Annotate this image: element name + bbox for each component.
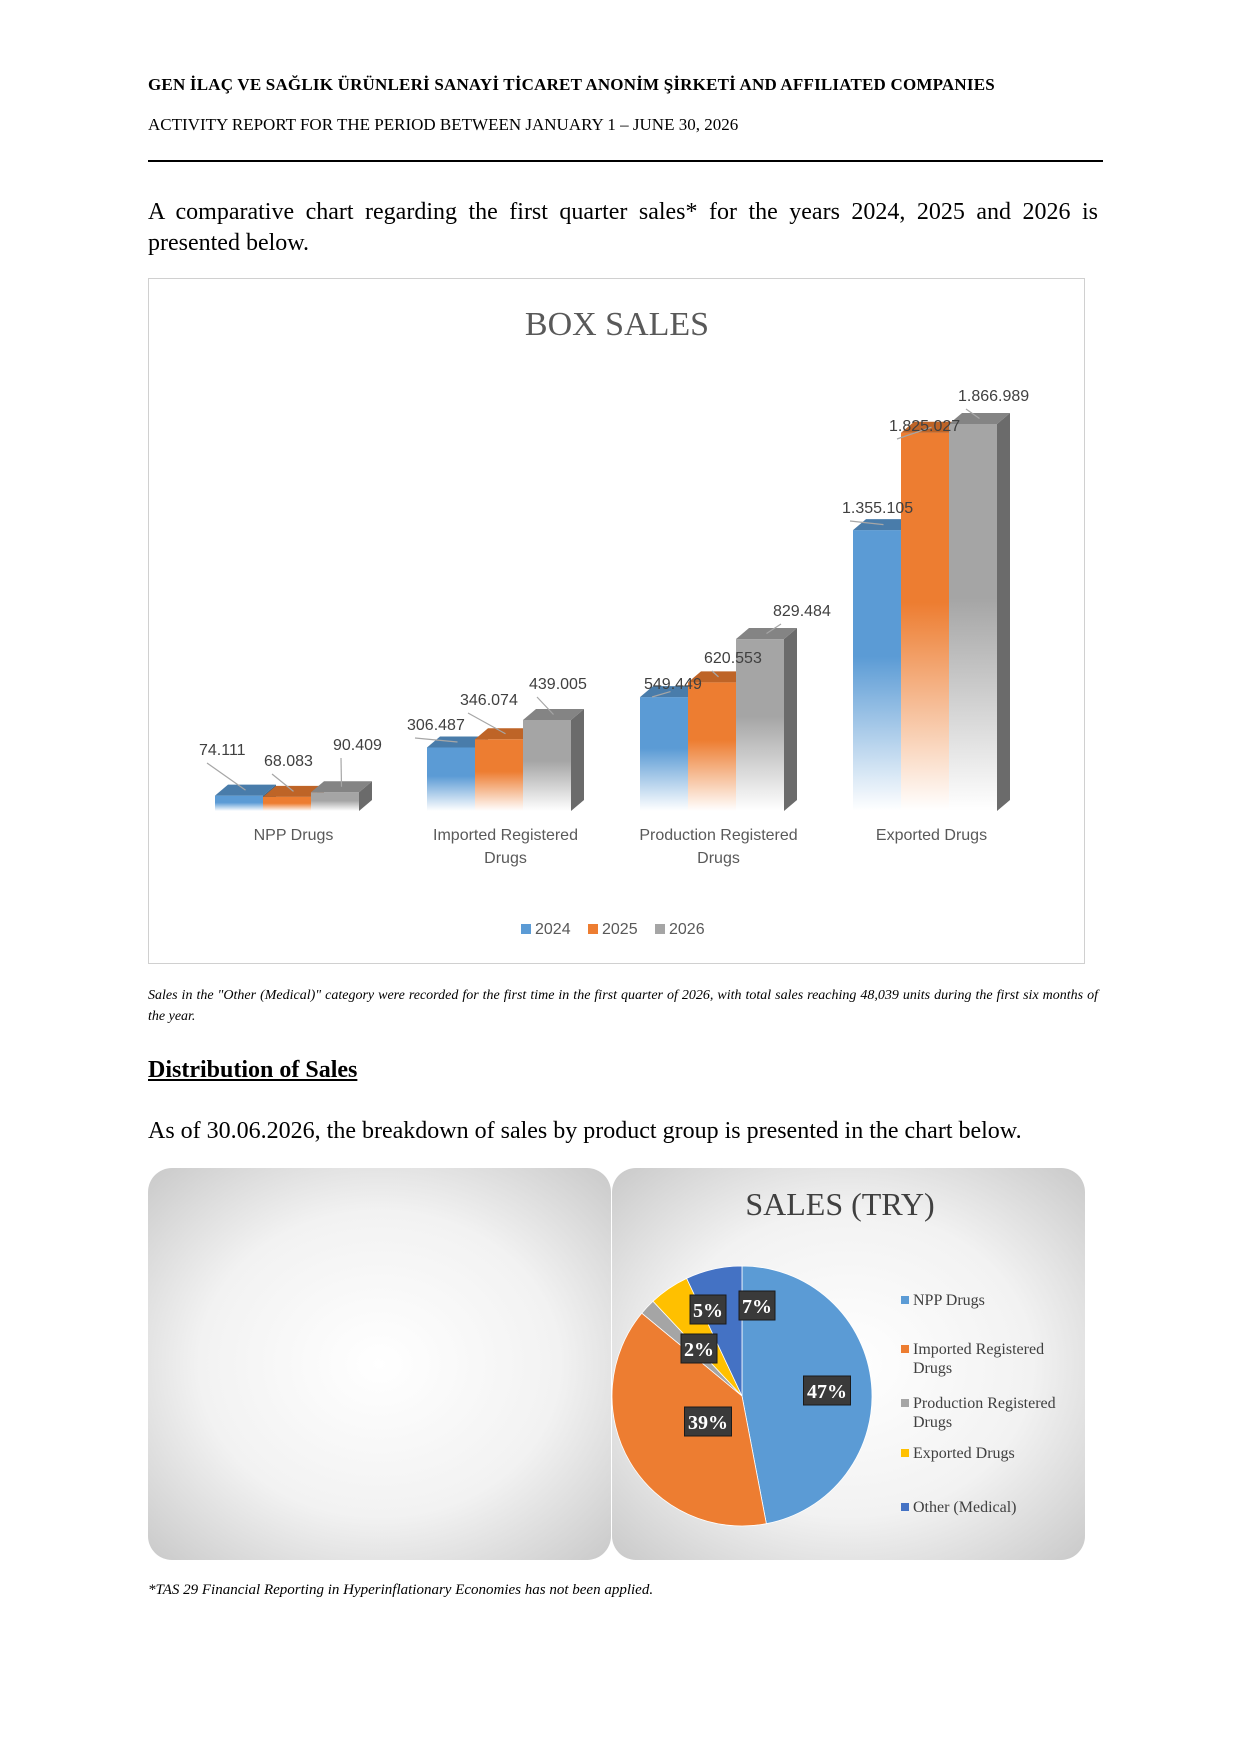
- legend-swatch-2025: [588, 924, 598, 934]
- data-label: 74.111: [199, 742, 246, 759]
- pie-data-label: [690, 1295, 726, 1324]
- sales-boxes-svg: [612, 1168, 1085, 1560]
- legend-swatch-2024: [521, 924, 531, 934]
- legend-label-2025: 2025: [602, 921, 638, 938]
- header-divider: [148, 160, 1103, 162]
- category-label: Imported Registered Drugs: [433, 827, 578, 867]
- sales-boxes-chart: [612, 1168, 1085, 1560]
- pie-title: SALES (TRY): [745, 1186, 935, 1222]
- legend-swatch-2026: [655, 924, 665, 934]
- legend-label: Imported Registered Drugs: [913, 1341, 1045, 1377]
- footnote: *TAS 29 Financial Reporting in Hyperinflationary Economies has not been applied.: [148, 1582, 654, 1598]
- data-label: 1.825.027: [889, 418, 961, 435]
- data-label: 306.487: [407, 717, 465, 734]
- sales-try-chart: [148, 1168, 611, 1560]
- leader-line: [341, 758, 342, 787]
- legend-label: Other (Medical): [913, 1499, 1017, 1516]
- pie-data-label: [739, 1291, 775, 1320]
- svg-text:47%: 47%: [807, 1381, 847, 1403]
- chart-note: Sales in the "Other (Medical)" category were recorded for the first time in the first quarter of 2026, with total sales reaching 48,039 units during the first six months of the year.: [148, 988, 1098, 1024]
- section-title: Distribution of Sales: [148, 1057, 358, 1083]
- data-label: 68.083: [264, 753, 313, 770]
- svg-text:39%: 39%: [688, 1412, 728, 1434]
- pie-data-label: [681, 1334, 717, 1363]
- intro-paragraph: A comparative chart regarding the first quarter sales* for the years 2024, 2025 and 2026 is presented below.: [148, 199, 1098, 256]
- box-sales-svg: [149, 279, 1086, 965]
- legend-swatch: [901, 1399, 909, 1407]
- legend-label: NPP Drugs: [913, 1292, 985, 1309]
- bar-chart-title: BOX SALES: [524, 306, 710, 343]
- data-label: 90.409: [333, 737, 382, 754]
- legend-label-2024: 2024: [535, 921, 571, 938]
- sales-try-svg: [148, 1168, 611, 1560]
- data-label: 549.449: [644, 676, 702, 693]
- bar-2026-4: [949, 413, 1010, 811]
- pie-data-label: [804, 1376, 851, 1405]
- svg-text:2%: 2%: [684, 1339, 714, 1361]
- svg-text:7%: 7%: [742, 1296, 772, 1318]
- data-label: 439.005: [529, 676, 587, 693]
- legend-label: Exported Drugs: [913, 1445, 1015, 1462]
- category-label: Production Registered Drugs: [639, 827, 798, 867]
- legend-swatch: [901, 1449, 909, 1457]
- leader-line: [207, 763, 246, 790]
- svg-text:5%: 5%: [693, 1300, 723, 1322]
- data-label: 1.866.989: [958, 388, 1030, 405]
- data-label: 346.074: [460, 692, 518, 709]
- box-sales-chart: [148, 278, 1085, 964]
- legend-swatch: [901, 1296, 909, 1304]
- category-label: NPP Drugs: [253, 827, 334, 844]
- legend-swatch: [901, 1345, 909, 1353]
- pie-data-label: [685, 1407, 732, 1436]
- legend-swatch: [901, 1503, 909, 1511]
- report-period: ACTIVITY REPORT FOR THE PERIOD BETWEEN JANUARY 1 – JUNE 30, 2026: [148, 115, 739, 134]
- legend-label: Production Registered Drugs: [913, 1395, 1056, 1431]
- bar-2026-2: [523, 709, 584, 811]
- data-label: 1.355.105: [842, 500, 914, 517]
- data-label: 829.484: [773, 603, 831, 620]
- company-header: GEN İLAÇ VE SAĞLIK ÜRÜNLERİ SANAYİ TİCARET ANONİM ŞİRKETİ AND AFFILIATED COMPANIES: [148, 75, 995, 94]
- data-label: 620.553: [704, 650, 762, 667]
- category-label: Exported Drugs: [875, 827, 988, 844]
- breakdown-paragraph: As of 30.06.2026, the breakdown of sales by product group is presented in the chart below.: [148, 1118, 1022, 1144]
- legend-label-2026: 2026: [669, 921, 705, 938]
